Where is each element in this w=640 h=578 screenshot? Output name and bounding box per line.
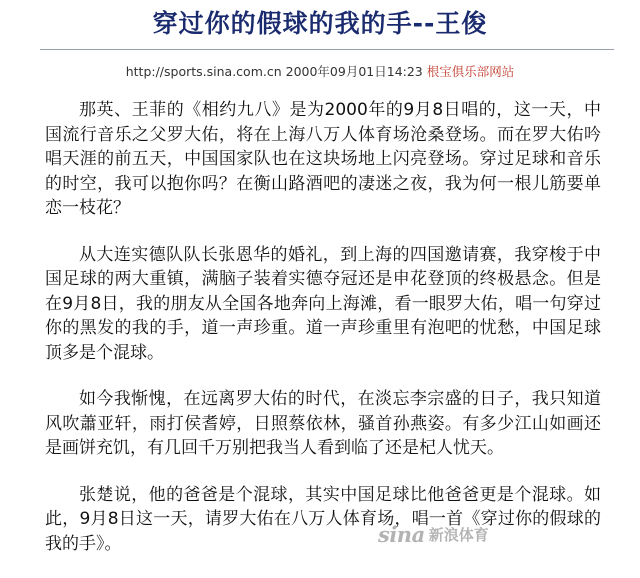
source-link[interactable]: 根宝俱乐部网站 <box>426 64 515 79</box>
source-site-and-date: http://sports.sina.com.cn 2000年09月01日14:23 <box>125 64 423 79</box>
article-body <box>45 98 601 578</box>
article-paragraph-1: 那英、王菲的《相约九八》是为2000年的9月8日唱的，这一天，中国流行音乐之父罗大佑，将在上海八万人体育场沧桑登场。而在罗大佑吟唱天涯的前五天，中国国家队也在这块场地上闪亮登场。穿过足球和音乐的时空，我可以抱你吗？在衡山路酒吧的凄迷之夜，我为何一根儿筋要单恋一枝花？ <box>45 100 601 218</box>
article-source-line <box>0 62 640 80</box>
article-paragraph-3: 如今我惭愧，在远离罗大佑的时代，在淡忘李宗盛的日子，我只知道风吹蕭亚轩，雨打侯耆婷，日照蔡依林，骚首孙燕姿。有多少江山如画还是画饼充饥，有几回千万别把我当人看到临了还是杞人忧天。 <box>45 389 601 458</box>
article-paragraph-2: 从大连实德队队长张恩华的婚礼，到上海的四国邀请赛，我穿梭于中国足球的两大重镇，满脑子装着实德夺冠还是申花登顶的终极悬念。但是在9月8日，我的朋友从全国各地奔向上海滩，看一眼罗大佑，唱一句穿过你的黑发的我的手，道一声珍重。道一声珍重里有泡吧的忧愁，中国足球顶多是个混球。 <box>45 244 601 363</box>
article-paragraph-4: 张楚说，他的爸爸是个混球，其实中国足球比他爸爸更是个混球。如此，9月8日这一天，请罗大佑在八万人体育场，唱一首《穿过你的假球的我的手》。 <box>45 484 601 554</box>
title-divider <box>40 49 614 50</box>
sina-sports-watermark <box>378 522 489 547</box>
article-title: 穿过你的假球的我的手--王俊 <box>152 9 488 38</box>
watermark-text: 新浪体育 <box>428 526 489 544</box>
sina-logo: sina <box>378 522 425 547</box>
